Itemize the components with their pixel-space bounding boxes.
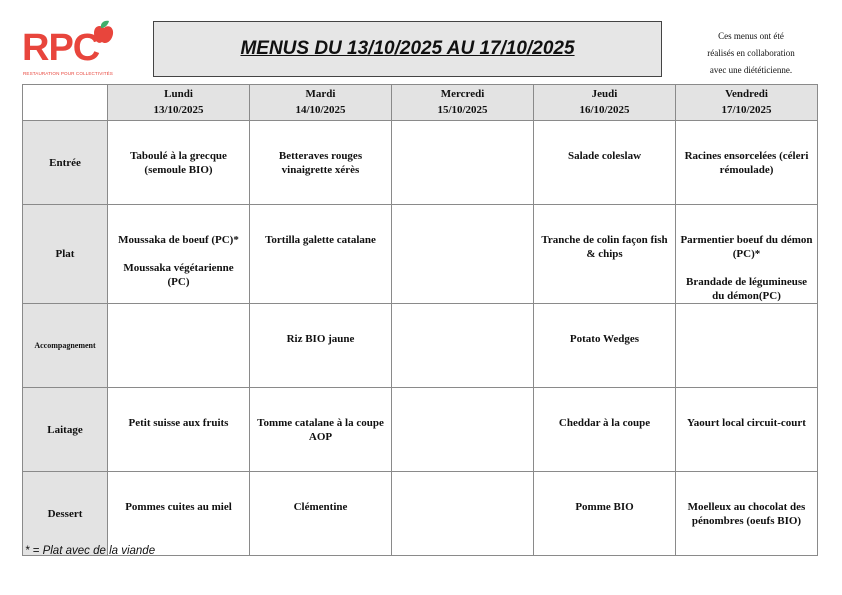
menu-cell xyxy=(250,304,392,388)
dish-name: Salade coleslaw xyxy=(567,150,642,162)
logo-wordmark: RPC xyxy=(22,27,100,69)
note-line: avec une diététicienne. xyxy=(709,65,793,75)
dish-name: Moussaka végétarienne (PC) xyxy=(123,262,234,288)
row-label: Dessert xyxy=(23,472,108,556)
menu-cell xyxy=(534,205,676,304)
menu-cell xyxy=(392,304,534,388)
menu-cell xyxy=(108,472,250,556)
dish-name: Riz BIO jaune xyxy=(286,333,355,345)
header-corner xyxy=(23,85,108,121)
dish-name: Clémentine xyxy=(293,501,348,513)
dish-name: Pomme BIO xyxy=(575,501,634,513)
day-header-mercredi: Mercredi 15/10/2025 xyxy=(392,85,534,121)
menu-cell xyxy=(392,205,534,304)
dish-name: Racines ensorcelées (céleri rémoulade) xyxy=(684,150,809,176)
row-label: Entrée xyxy=(23,121,108,205)
dietitian-note xyxy=(690,28,812,79)
menu-cell xyxy=(392,472,534,556)
menu-cell xyxy=(534,388,676,472)
dish-name: Taboulé à la grecque (semoule BIO) xyxy=(130,150,227,176)
dish-name: Tomme catalane à la coupe AOP xyxy=(257,417,384,443)
dish-name: Brandade de légumineuse du démon(PC) xyxy=(685,276,807,302)
dish-name: Moelleux au chocolat des pénombres (oeufs BIO) xyxy=(687,501,806,527)
day-header-vendredi: Vendredi 17/10/2025 xyxy=(676,85,818,121)
menu-cell xyxy=(676,121,818,205)
menu-cell xyxy=(676,304,818,388)
dish-name: Betteraves rouges vinaigrette xérès xyxy=(278,150,363,176)
menu-cell xyxy=(108,388,250,472)
day-header-mardi: Mardi 14/10/2025 xyxy=(250,85,392,121)
row-label: Plat xyxy=(23,205,108,304)
menu-cell xyxy=(676,472,818,556)
table-row xyxy=(23,121,818,205)
note-line: réalisés en collaboration xyxy=(707,48,795,58)
dish-name: Parmentier boeuf du démon (PC)* xyxy=(680,234,813,260)
menu-cell xyxy=(534,121,676,205)
dish-name: Yaourt local circuit-court xyxy=(687,417,806,429)
page-title: MENUS DU 13/10/2025 AU 17/10/2025 xyxy=(240,38,575,59)
logo-tagline: RESTAURATION POUR COLLECTIVITÉS xyxy=(23,71,113,76)
dish-name: Potato Wedges xyxy=(569,333,640,345)
row-label: Laitage xyxy=(23,388,108,472)
note-line: Ces menus ont été xyxy=(718,31,784,41)
menu-cell xyxy=(108,205,250,304)
menu-cell xyxy=(250,121,392,205)
day-header-lundi: Lundi 13/10/2025 xyxy=(108,85,250,121)
menu-cell xyxy=(108,304,250,388)
dish-name: Tranche de colin façon fish & chips xyxy=(541,234,668,260)
menu-cell xyxy=(250,472,392,556)
dish-name: Tortilla galette catalane xyxy=(265,234,376,246)
table-row xyxy=(23,472,818,556)
table-row xyxy=(23,388,818,472)
day-header-jeudi: Jeudi 16/10/2025 xyxy=(534,85,676,121)
dish-name: Pommes cuites au miel xyxy=(125,501,232,513)
table-row xyxy=(23,304,818,388)
menu-cell xyxy=(676,388,818,472)
dish-name: Moussaka de boeuf (PC)* xyxy=(118,234,239,246)
menu-cell xyxy=(676,205,818,304)
footnote: * = Plat avec de la viande xyxy=(25,545,156,557)
menu-cell xyxy=(250,388,392,472)
menu-cell xyxy=(534,304,676,388)
row-label: Accompagnement xyxy=(23,304,108,388)
title-box xyxy=(153,21,662,77)
menu-cell xyxy=(108,121,250,205)
table-header-row xyxy=(23,85,818,121)
menu-cell xyxy=(392,388,534,472)
menu-cell xyxy=(250,205,392,304)
rpc-logo xyxy=(22,20,112,80)
menu-table xyxy=(22,84,818,556)
dish-name: Cheddar à la coupe xyxy=(558,417,651,429)
menu-cell xyxy=(534,472,676,556)
menu-cell xyxy=(392,121,534,205)
table-row xyxy=(23,205,818,304)
dish-name: Petit suisse aux fruits xyxy=(128,417,229,429)
